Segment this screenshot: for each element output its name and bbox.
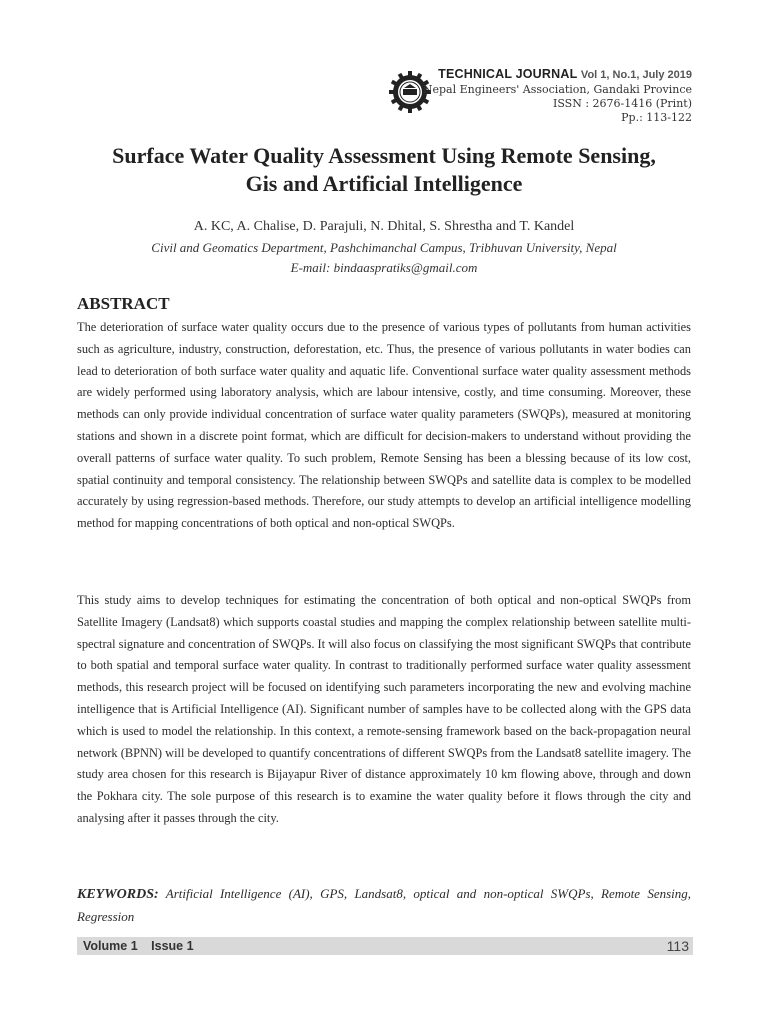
footer-volume: Volume 1 xyxy=(83,939,138,953)
keywords-label: KEYWORDS: xyxy=(77,887,159,902)
page-number: 113 xyxy=(666,938,689,954)
email-address: E-mail: bindaaspratiks@gmail.com xyxy=(290,260,478,275)
authors: A. KC, A. Chalise, D. Parajuli, N. Dhital, S. Shrestha and T. Kandel xyxy=(193,219,575,234)
pages-line: Pp.: 113-122 xyxy=(621,111,692,124)
journal-volume-info: Vol 1, No.1, July 2019 xyxy=(580,69,692,81)
journal-header xyxy=(388,66,692,130)
title-line-1: Surface Water Quality Assessment Using Remote Sensing, xyxy=(112,143,656,168)
abstract-heading: ABSTRACT xyxy=(77,294,170,313)
footer-bar xyxy=(77,937,693,955)
footer-issue: Issue 1 xyxy=(151,939,194,953)
title-line-2: Gis and Artificial Intelligence xyxy=(245,171,523,196)
abstract-paragraph-2: This study aims to develop techniques for estimating the concentration of both optical and non-optical SWQPs from Satellite Imagery (Landsat8) which supports coastal studies and mapping the complex relationship between satellite multi-spectral signature and concentration of SWQPs. It will also focus on classifying the most significant SWQPs that contribute to both spatial and temporal surface water quality. In contrast to traditionally performed surface water quality assessment methods, this research project will be focused on identifying such parameters incorporating the new and evolving machine intelligence that is Artificial Intelligence (AI). Significant number of samples have to be collected along with the GPS data which is used to model the relationship. In this context, a remote-sensing framework based on the back-propagation neural network (BPNN) will be developed to quantify concentrations of different SWQPs from the Landsat8 satellite imagery. The study area chosen for this research is Bijayapur River of distance approximately 10 km flowing above, through and down the Pokhara city. The sole purpose of this research is to examine the water quality before it flows through the city and analysing after it passes through the city. xyxy=(77,593,691,825)
affiliation: Civil and Geomatics Department, Pashchimanchal Campus, Tribhuvan University, Nepal xyxy=(151,240,617,255)
journal-info xyxy=(423,66,692,125)
keywords-text: Artificial Intelligence (AI), GPS, Landsat8, optical and non-optical SWQPs, Remote Sensing, Regression xyxy=(77,886,692,924)
association-line: Nepal Engineers' Association, Gandaki Province xyxy=(422,83,692,96)
footer-volume-issue xyxy=(83,937,204,955)
keywords xyxy=(77,883,691,928)
journal-title-line xyxy=(423,66,692,83)
journal-name: TECHNICAL JOURNAL xyxy=(438,67,578,81)
paper-title xyxy=(60,142,708,198)
abstract-paragraph-1: The deterioration of surface water quality occurs due to the presence of various types of pollutants from human activities such as agriculture, industry, construction, deforestation, etc. Thus, the presence of various pollutants in water bodies can lead to deterioration of both surface water quality and aquatic life. Conventional surface water quality assessment methods are widely performed using laboratory analysis, which are labour intensive, costly, and time consuming. Moreover, these methods can only provide individual concentration of surface water quality parameters (SWQPs), measured at monitoring stations and shown in a discrete point format, which are difficult for decision-makers to understand without providing the overall patterns of surface water quality. To such problem, Remote Sensing has been a blessing because of its low cost, spatial continuity and temporal consistency. The relationship between SWQPs and satellite data is complex to be modelled accurately by using regression-based methods. Therefore, our study attempts to develop an artificial intelligence modelling method for mapping concentrations of both optical and non-optical SWQPs. xyxy=(77,320,691,531)
issn-line: ISSN : 2676-1416 (Print) xyxy=(552,97,692,110)
